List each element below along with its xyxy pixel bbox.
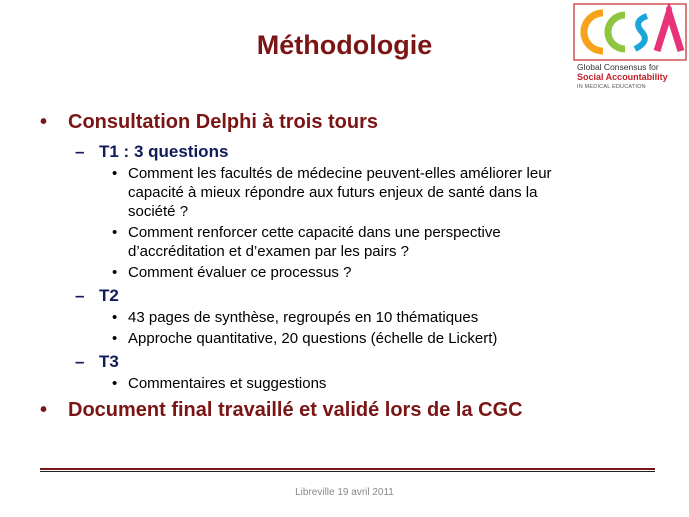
bullet-text: société ? bbox=[128, 203, 189, 220]
bullet-text: Approche quantitative, 20 questions (échelle de Lickert) bbox=[128, 330, 498, 347]
slide-footer: Libreville 19 avril 2011 bbox=[295, 487, 394, 498]
divider-line bbox=[40, 468, 655, 470]
sub-bullet-marker: • bbox=[112, 264, 118, 281]
sub-heading: T2 bbox=[99, 286, 119, 305]
bullet-text: capacité à mieux répondre aux futurs enjeux de santé dans la bbox=[128, 184, 538, 201]
sub-heading: T1 : 3 questions bbox=[99, 142, 229, 161]
bullet-text: Comment renforcer cette capacité dans une perspective bbox=[128, 224, 501, 241]
bullet-marker: • bbox=[40, 111, 48, 133]
divider-line-thin bbox=[40, 471, 655, 472]
bullet-marker: • bbox=[40, 399, 48, 421]
bullet-text: Comment les facultés de médecine peuvent-elles améliorer leur bbox=[128, 165, 552, 182]
bullet-text: d’accréditation et d’examen par les pairs ? bbox=[128, 243, 409, 260]
slide-title: Méthodologie bbox=[256, 30, 433, 60]
bullet-heading: Document final travaillé et validé lors de la CGC bbox=[68, 399, 523, 421]
sub-bullet-marker: • bbox=[112, 330, 118, 347]
logo-line-3: IN MEDICAL EDUCATION bbox=[577, 84, 646, 90]
sub-bullet-marker: • bbox=[112, 309, 118, 326]
sub-bullet-marker: • bbox=[112, 375, 118, 392]
bullet-text: Comment évaluer ce processus ? bbox=[128, 264, 352, 281]
logo-line-2: Social Accountability bbox=[577, 72, 668, 82]
logo-line-1: Global Consensus for bbox=[577, 62, 659, 72]
sub-bullet-marker: • bbox=[112, 224, 118, 241]
bullet-text: Commentaires et suggestions bbox=[128, 375, 327, 392]
dash-marker: – bbox=[75, 286, 85, 305]
dash-marker: – bbox=[75, 352, 85, 371]
sub-bullet-marker: • bbox=[112, 165, 118, 182]
bullet-heading: Consultation Delphi à trois tours bbox=[68, 111, 379, 133]
dash-marker: – bbox=[75, 142, 85, 161]
bullet-text: 43 pages de synthèse, regroupés en 10 thématiques bbox=[128, 309, 479, 326]
sub-heading: T3 bbox=[99, 352, 119, 371]
